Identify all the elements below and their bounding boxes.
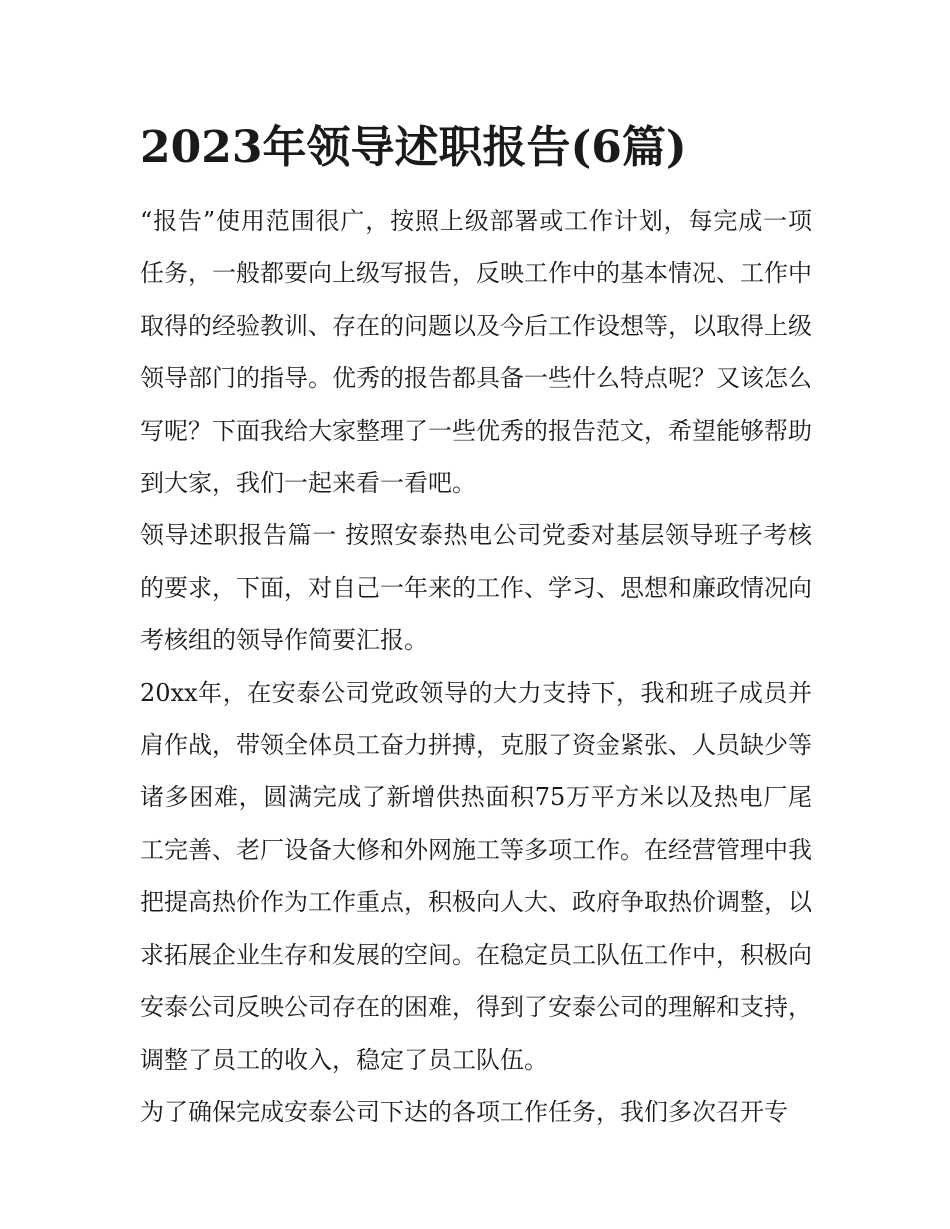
paragraph-report-one: 领导述职报告篇一 按照安泰热电公司党委对基层领导班子考核的要求，下面，对自己一年来的工作、学习、思想和廉政情况向考核组的领导作简要汇报。: [140, 521, 812, 655]
paragraph-intro: “报告”使用范围很广，按照上级部署或工作计划，每完成一项任务，一般都要向上级写报告，反映工作中的基本情况、工作中取得的经验教训、存在的问题以及今后工作设想等，以取得上级领导部门的指导。优秀的报告都具备一些什么特点呢？又该怎么写呢？下面我给大家整理了一些优秀的报告范文，希望能够帮助到大家，我们一起来看一看吧。: [140, 207, 812, 498]
paragraph-annual-work: 20xx年，在安泰公司党政领导的大力支持下，我和班子成员并肩作战，带领全体员工奋力拼搏，克服了资金紧张、人员缺少等诸多困难，圆满完成了新增供热面积75万平方米以及热电厂尾工完善、老厂设备大修和外网施工等多项工作。在经营管理中我把提高热价作为工作重点，积极向人大、政府争取热价调整，以求拓展企业生存和发展的空间。在稳定员工队伍工作中，积极向安泰公司反映公司存在的困难，得到了安泰公司的理解和支持，调整了员工的收入，稳定了员工队伍。: [140, 678, 812, 1074]
document-title: 2023年领导述职报告(6篇): [140, 122, 687, 173]
paragraph-tasks: 为了确保完成安泰公司下达的各项工作任务，我们多次召开专: [140, 1097, 788, 1126]
document-body: [140, 195, 812, 1138]
